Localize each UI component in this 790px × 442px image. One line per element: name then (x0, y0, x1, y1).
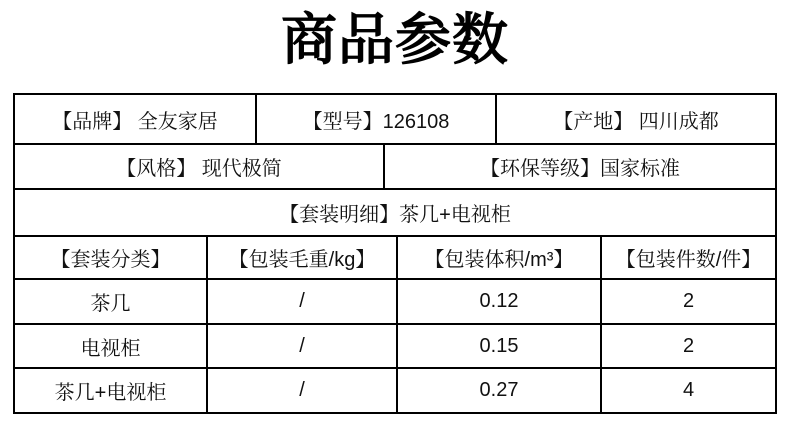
cell-count-value: 2 (682, 334, 695, 357)
cell-brand: 【品牌】 全友家居 (15, 95, 257, 143)
product-parameters-table (13, 93, 777, 414)
cell-volume-value: 0.27 (398, 369, 602, 412)
cell-volume-value: 0.12 (398, 280, 602, 323)
row-brand-model-origin (15, 95, 775, 145)
page-title: 商品参数 (281, 8, 509, 71)
header-gross-weight: 【包装毛重/kg】 (208, 237, 398, 278)
cell-set-details: 【套装明细】茶几+电视柜 (279, 204, 511, 226)
cell-count-value: 2 (682, 290, 695, 312)
table-row-tv-cabinet (15, 325, 775, 369)
table-row-tea-table (15, 280, 775, 325)
cell-origin: 【产地】 四川成都 (553, 110, 719, 133)
cell-eco-grade: 【环保等级】国家标准 (480, 158, 680, 180)
cell-category-value: 茶几 (15, 280, 208, 323)
cell-style: 【风格】 现代极简 (15, 145, 385, 188)
cell-weight-value: / (208, 369, 398, 412)
cell-weight-value: / (208, 280, 398, 323)
header-piece-count: 【包装件数/件】 (615, 249, 762, 271)
row-style-eco (15, 145, 775, 190)
cell-count-value: 4 (682, 379, 695, 401)
table-row-combo (15, 369, 775, 412)
row-set-details (15, 190, 775, 237)
cell-category-value: 电视柜 (15, 325, 208, 367)
cell-category-value: 茶几+电视柜 (15, 369, 208, 412)
header-package-volume: 【包装体积/m³】 (398, 237, 602, 278)
row-column-headers (15, 237, 775, 280)
cell-weight-value: / (208, 325, 398, 367)
cell-model: 【型号】126108 (257, 95, 497, 143)
header-set-category: 【套装分类】 (15, 237, 208, 278)
cell-volume-value: 0.15 (398, 325, 602, 367)
